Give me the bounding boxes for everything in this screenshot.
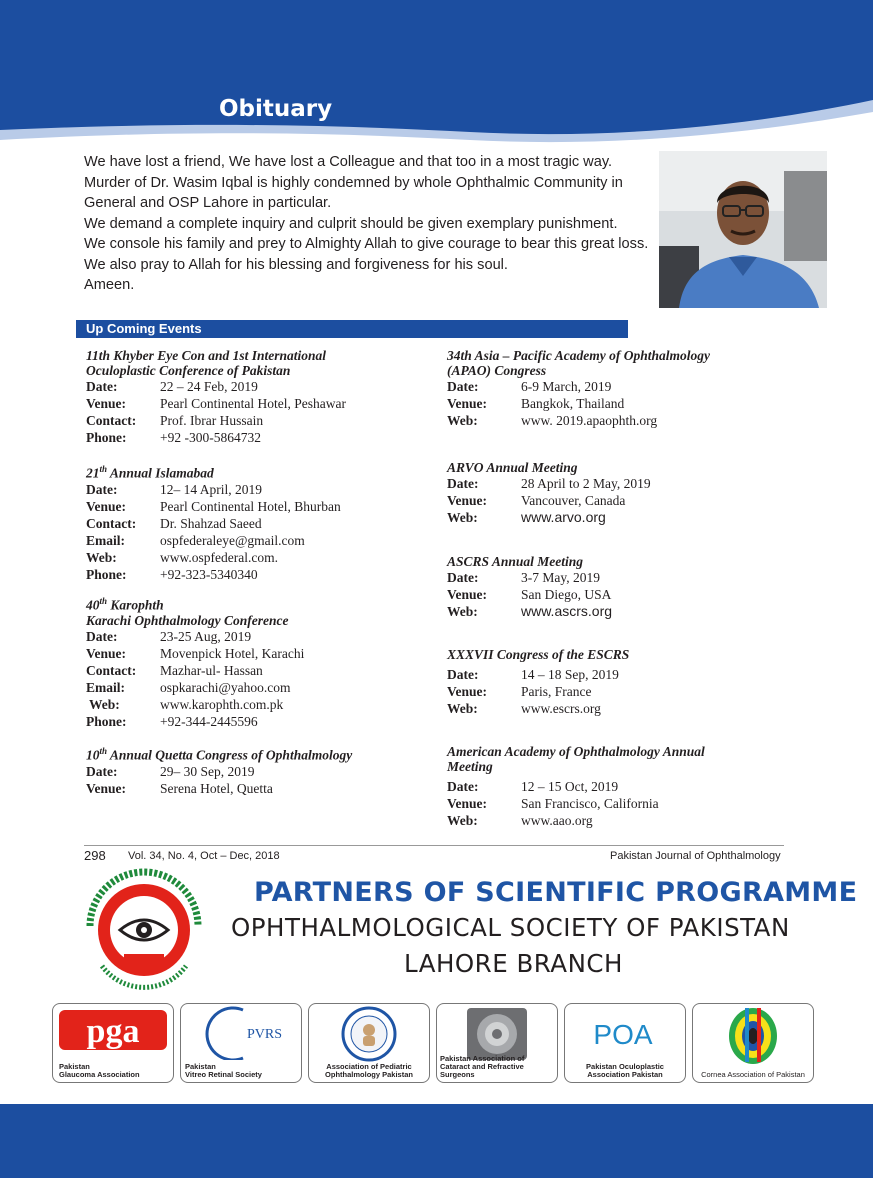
event-title: XXXVII Congress of the ESCRS [447,647,630,662]
title-rest: Annual Quetta Congress of Ophthalmology [107,747,353,763]
venue-label: Venue: [447,396,488,411]
event-contact: Prof. Ibrar Hussain [160,413,264,428]
sponsor-label-2: Cornea Association of Pakistan [701,1070,805,1079]
event-web[interactable]: www.ospfederal.com. [160,549,278,565]
portrait-photo [659,151,827,308]
event-web[interactable]: www.aao.org [521,813,593,828]
venue-label: Venue: [447,587,488,602]
event-email[interactable]: ospkarachi@yahoo.com [160,679,291,695]
society-name: OPHTHALMOLOGICAL SOCIETY OF PAKISTAN [231,913,790,942]
date-label: Date: [86,628,118,644]
phone-label: Phone: [86,566,127,582]
sponsor-pga [52,1003,174,1083]
event-venue: Paris, France [521,684,592,699]
event-title-2: Karachi Ophthalmology Conference [86,612,289,628]
sponsor-pvrs [180,1003,302,1083]
journal-name: Pakistan Journal of Ophthalmology [610,850,781,862]
sponsor-label [693,1071,813,1079]
event-date: 23-25 Aug, 2019 [160,628,252,644]
sponsor-label-2: Cataract and Refractive Surgeons [440,1062,524,1079]
contact-label: Contact: [86,413,137,428]
volume-info: Vol. 34, No. 4, Oct – Dec, 2018 [128,850,280,862]
event-email[interactable]: ospfederaleye@gmail.com [160,532,305,548]
poa-mark: POA [593,1019,653,1050]
event-title: ASCRS Annual Meeting [447,554,584,569]
event-venue: Pearl Continental Hotel, Bhurban [160,498,341,514]
phone-label: Phone: [86,713,127,729]
events-heading-bar [76,320,628,338]
event-title-2: Meeting [447,759,493,774]
venue-label: Venue: [447,796,488,811]
title-rest: Karophth [107,597,164,613]
sponsor-label [309,1063,429,1079]
sponsor-cornea [692,1003,814,1083]
event-islamabad [86,462,436,583]
web-label: Web: [89,696,120,712]
sponsor-label-2: Vitreo Retinal Society [185,1070,262,1079]
event-apao [447,348,784,429]
obituary-line: We have lost a friend, We have lost a Colleague and that too in a most tragic way. [84,154,613,170]
event-contact: Dr. Shahzad Saeed [160,515,262,531]
event-venue: San Francisco, California [521,796,659,811]
branch-name: LAHORE BRANCH [404,949,623,978]
event-date: 22 – 24 Feb, 2019 [160,379,258,394]
sponsor-label-1: Pakistan Oculoplastic [586,1062,664,1071]
web-label: Web: [447,510,478,525]
partners-title: PARTNERS OF SCIENTIFIC PROGRAMME [254,877,858,908]
web-label: Web: [447,604,478,619]
footer-divider [84,845,784,846]
poa-logo-icon [565,1004,685,1062]
title-num: 21 [86,465,100,481]
event-arvo [447,460,784,526]
event-venue: Serena Hotel, Quetta [160,780,273,796]
web-label: Web: [447,701,478,716]
event-phone: +92 -300-5864732 [160,430,261,445]
event-title [86,744,436,763]
event-quetta [86,744,436,797]
cornea-logo-icon [693,1004,813,1066]
osp-seal-logo [80,866,208,994]
event-title: 11th Khyber Eye Con and 1st International [86,348,327,363]
title-sup: th [99,464,108,474]
date-label: Date: [447,667,479,682]
pvrs-mark: PVRS [247,1027,283,1042]
event-date: 12– 14 April, 2019 [160,481,263,497]
venue-label: Venue: [86,498,127,514]
sponsor-label [565,1063,685,1079]
event-aao [447,744,784,829]
event-date: 28 April to 2 May, 2019 [521,476,651,491]
event-phone: +92-344-2445596 [160,713,258,729]
event-contact: Mazhar-ul- Hassan [160,662,263,678]
web-label: Web: [86,549,117,565]
obituary-line: General and OSP Lahore in particular. [84,195,332,211]
contact-label: Contact: [86,662,137,678]
event-web[interactable]: www.ascrs.org [521,603,613,619]
email-label: Email: [86,679,125,695]
sponsor-label-2: Glaucoma Association [59,1070,140,1079]
event-khyber [86,348,436,446]
event-date: 12 – 15 Oct, 2019 [521,779,619,794]
sponsor-label-1: Pakistan Association of [440,1054,525,1063]
obituary-line: We console his family and prey to Almighty Allah to give courage to bear this great loss. [84,236,649,252]
event-phone: +92-323-5340340 [160,566,258,582]
event-venue: Movenpick Hotel, Karachi [160,645,305,661]
obituary-line: We demand a complete inquiry and culprit should be given exemplary punishment. [84,215,618,232]
sponsor-pacrs [436,1003,558,1083]
page-title: Obituary [219,96,333,122]
event-title: ARVO Annual Meeting [447,460,578,475]
event-date: 14 – 18 Sep, 2019 [521,667,619,682]
web-label: Web: [447,813,478,828]
sponsor-label [53,1063,174,1079]
pga-logo-icon [53,1004,173,1054]
event-venue: Bangkok, Thailand [521,396,625,411]
sponsor-label-1: Pakistan [59,1062,90,1071]
event-date: 6-9 March, 2019 [521,379,612,394]
event-karophth [86,594,436,730]
title-sup: th [99,596,108,606]
event-web[interactable]: www.escrs.org [521,701,601,716]
event-venue: Pearl Continental Hotel, Peshawar [160,396,346,411]
sponsor-label-2: Association Pakistan [587,1070,663,1079]
sponsor-label-1: Pakistan [185,1062,216,1071]
page-number: 298 [84,848,106,863]
web-label: Web: [447,413,478,428]
venue-label: Venue: [447,684,488,699]
venue-label: Venue: [86,396,127,411]
obituary-line: Ameen. [84,277,135,293]
title-sup: th [99,746,108,756]
venue-label: Venue: [447,493,488,508]
event-title: 34th Asia – Pacific Academy of Ophthalmology [447,348,710,363]
sponsor-label [437,1055,558,1079]
sponsor-label-2: Ophthalmology Pakistan [325,1070,413,1079]
pga-mark: pga [86,1013,140,1050]
venue-label: Venue: [86,780,127,796]
event-venue: Vancouver, Canada [521,493,626,508]
event-web[interactable]: www.karophth.com.pk [160,696,284,712]
event-venue: San Diego, USA [521,587,612,602]
obituary-text [84,152,664,296]
event-date: 29– 30 Sep, 2019 [160,763,255,779]
events-heading: Up Coming Events [86,321,202,336]
sponsor-apop [308,1003,430,1083]
date-label: Date: [447,476,479,491]
sponsor-label [181,1063,302,1079]
sponsor-poa [564,1003,686,1083]
date-label: Date: [447,379,479,394]
header-banner [0,0,873,150]
obituary-line: Murder of Dr. Wasim Iqbal is highly condemned by whole Ophthalmic Community in [84,174,623,191]
event-title: American Academy of Ophthalmology Annual [447,744,705,759]
venue-label: Venue: [86,645,127,661]
title-num: 10 [86,747,100,763]
sponsor-label-1: Association of Pediatric [326,1062,412,1071]
apop-logo-icon [309,1004,429,1062]
pvrs-logo-icon [181,1004,301,1060]
title-num: 40 [86,597,100,613]
phone-label: Phone: [86,430,127,445]
event-date: 3-7 May, 2019 [521,570,600,585]
event-title [86,462,436,481]
date-label: Date: [447,779,479,794]
date-label: Date: [86,481,118,497]
event-title [86,594,436,613]
date-label: Date: [86,763,118,779]
date-label: Date: [447,570,479,585]
event-escrs [447,647,784,717]
date-label: Date: [86,379,118,394]
obituary-line: We also pray to Allah for his blessing and forgiveness for his soul. [84,256,508,273]
event-web[interactable]: www. 2019.apaophth.org [521,413,658,428]
title-rest: Annual Islamabad [107,465,214,481]
event-web[interactable]: www.arvo.org [521,509,606,525]
event-title-2: Oculoplastic Conference of Pakistan [86,363,291,378]
footer-band [0,1104,873,1178]
contact-label: Contact: [86,515,137,531]
email-label: Email: [86,532,125,548]
event-title-2: (APAO) Congress [447,363,547,378]
event-ascrs [447,554,784,620]
